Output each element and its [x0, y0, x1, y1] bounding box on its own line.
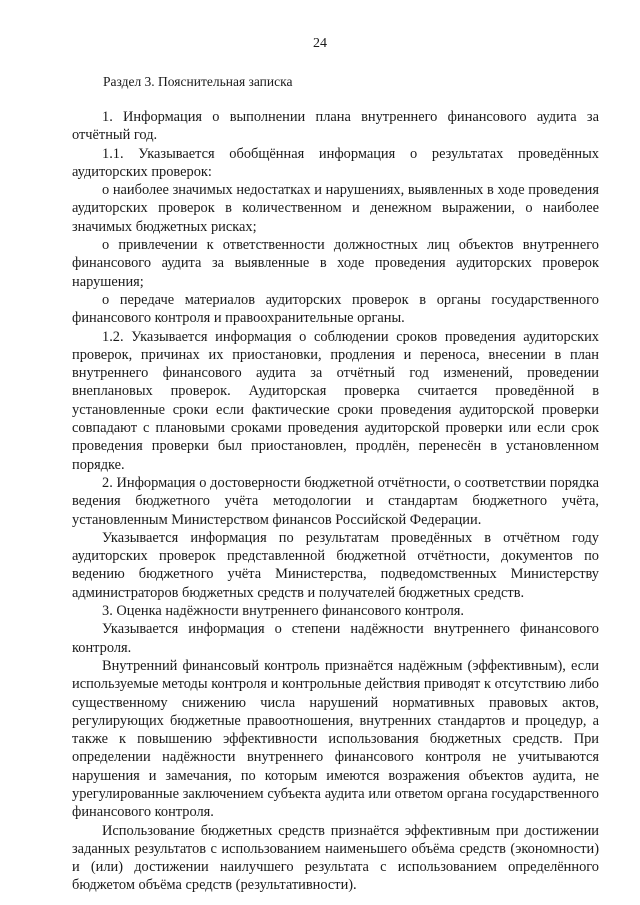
paragraph-item-3-heading: 3. Оценка надёжности внутреннего финансового контроля. [102, 603, 465, 620]
paragraph-item-3-text: Указывается информация о степени надёжности внутреннего финансового контроля. [72, 621, 599, 656]
paragraph-bullet-liability: о привлечении к ответственности должностных лиц объектов внутреннего финансового аудита за выявленные в ходе проведения аудиторских проверок нарушения; [72, 237, 599, 290]
paragraph-item-1-2: 1.2. Указывается информация о соблюдении сроков проведения аудиторских проверок, причинах их приостановки, продления и переноса, внесении в план внутреннего финансового аудита за отчётный год изменений, проведении внеплановых проверок. Аудиторская проверка считается проведённой в установленные сроки если фактические сроки проведения аудиторской проверки совпадают с плановыми сроками проведения аудиторской проверки или если срок проведения проверки был приостановлен, продлён, перенесён в установленном порядке. [72, 328, 599, 473]
paragraph-efficiency: Использование бюджетных средств признаётся эффективным при достижении заданных результатов с использованием наименьшего объёма средств (экономности) и (или) достижении наилучшего результата с использованием определённого бюджетом объёма средств (результативности). [72, 822, 599, 894]
paragraph-item-2-heading: 2. Информация о достоверности бюджетной отчётности, о соответствии порядка ведения бюджетного учёта методологии и стандартам бюджетного учёта, установленным Министерством финансов Российской Федерации. [72, 474, 599, 528]
paragraph-bullet-transfer: о передаче материалов аудиторских проверок в органы государственного финансового контроля и правоохранительные органы. [72, 291, 599, 327]
section-title: Раздел 3. Пояснительная записка [103, 74, 293, 89]
paragraph-control-reliability: Внутренний финансовый контроль признаётся надёжным (эффективным), если используемые методы контроля и контрольные действия приводят к отсутствию либо существенному снижению числа нарушений нормативных правовых актов, регулирующих бюджетные правоотношения, внутренних стандартов и процедур, а также к повышению эффективности использования бюджетных средств. При определении надёжности внутреннего финансового контроля не учитываются нарушения и замечания, по которым имеются возражения объектов аудита, не урегулированные заключением субъекта аудита или ответом органа государственного финансового контроля. [72, 657, 599, 821]
page-number: 24 [313, 36, 327, 51]
paragraph-item-1-1: 1.1. Указывается обобщённая информация о результатах проведённых аудиторских проверок: [72, 145, 599, 180]
paragraph-item-1-heading: 1. Информация о выполнении плана внутреннего финансового аудита за отчётный год. [72, 109, 599, 144]
paragraph-item-2-text: Указывается информация по результатам проведённых в отчётном году аудиторских проверок представленной бюджетной отчётности, документов по ведению бюджетного учёта Министерства, подведомственных Министерству администраторов бюджетных средств и получателей бюджетных средств. [72, 529, 599, 601]
document-body [72, 108, 599, 895]
paragraph-bullet-shortcomings: о наиболее значимых недостатках и нарушениях, выявленных в ходе проведения аудиторских проверок в количественном и денежном выражении, о наиболее значимых бюджетных рисках; [72, 182, 599, 235]
